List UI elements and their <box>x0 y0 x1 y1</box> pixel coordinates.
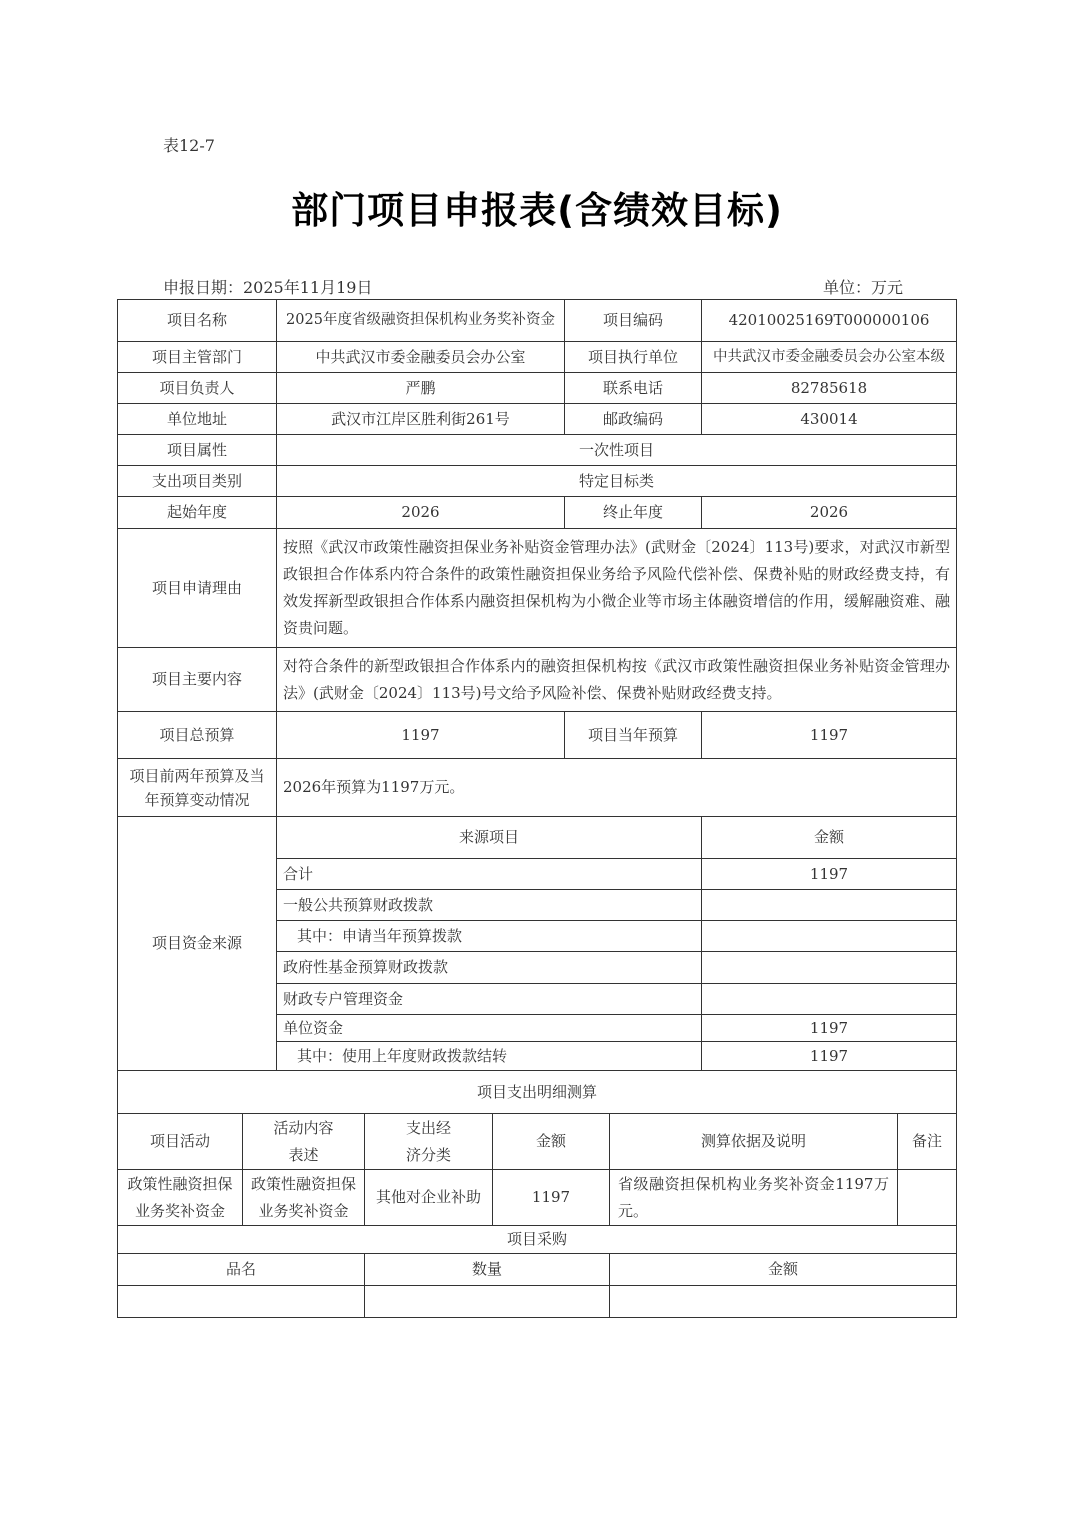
funding-row-name: 其中：使用上年度财政拨款结转 <box>276 1041 702 1072</box>
funding-row-amount <box>701 889 957 921</box>
exp-header-amount: 金额 <box>492 1113 610 1170</box>
exp-header-basis: 测算依据及说明 <box>609 1113 898 1170</box>
funding-source-header: 来源项目 <box>276 816 702 859</box>
content-label: 项目主要内容 <box>117 647 277 712</box>
content-text: 对符合条件的新型政银担合作体系内的融资担保机构按《武汉市政策性融资担保业务补贴资金管理办法》(武财金〔2024〕113号)号文给予风险补偿、保费补贴财政经费支持。 <box>276 647 957 712</box>
start-year-label: 起始年度 <box>117 496 277 529</box>
address-value: 武汉市江岸区胜利街261号 <box>276 403 565 435</box>
postcode-value: 430014 <box>701 403 957 435</box>
project-name-label: 项目名称 <box>117 299 277 342</box>
table-number: 表12-7 <box>163 136 215 155</box>
exp-header-activity: 项目活动 <box>117 1113 243 1170</box>
address-label: 单位地址 <box>117 403 277 435</box>
proc-row-name <box>117 1285 365 1318</box>
funding-row-amount <box>701 951 957 984</box>
funding-amount-header: 金额 <box>701 816 957 859</box>
proc-row-quantity <box>364 1285 610 1318</box>
exp-header-economic-class: 支出经济分类 <box>364 1113 493 1170</box>
proc-row-amount <box>609 1285 957 1318</box>
funding-row-amount <box>701 920 957 952</box>
page-title: 部门项目申报表(含绩效目标) <box>291 189 783 232</box>
proc-header-amount: 金额 <box>609 1253 957 1286</box>
exp-row-economic-class: 其他对企业补助 <box>364 1169 493 1226</box>
funding-row-name: 财政专户管理资金 <box>276 983 702 1015</box>
executing-unit-value: 中共武汉市委金融委员会办公室本级 <box>701 341 957 373</box>
funding-row-amount: 1197 <box>701 858 957 890</box>
total-budget-label: 项目总预算 <box>117 711 277 759</box>
expenditure-section-title: 项目支出明细测算 <box>117 1070 957 1114</box>
supervising-dept-label: 项目主管部门 <box>117 341 277 373</box>
exp-row-remark <box>897 1169 957 1226</box>
procurement-section-title: 项目采购 <box>117 1225 957 1254</box>
reason-label: 项目申请理由 <box>117 528 277 648</box>
funding-row-amount: 1197 <box>701 1014 957 1042</box>
executing-unit-label: 项目执行单位 <box>564 341 702 373</box>
funding-source-label: 项目资金来源 <box>117 816 277 1071</box>
exp-row-basis: 省级融资担保机构业务奖补资金1197万元。 <box>609 1169 898 1226</box>
end-year-value: 2026 <box>701 496 957 529</box>
project-application-table <box>117 299 957 1318</box>
funding-row-name: 政府性基金预算财政拨款 <box>276 951 702 984</box>
project-name-value: 2025年度省级融资担保机构业务奖补资金 <box>276 299 565 342</box>
proc-header-name: 品名 <box>117 1253 365 1286</box>
funding-row-amount: 1197 <box>701 1041 957 1072</box>
reason-text: 按照《武汉市政策性融资担保业务补贴资金管理办法》(武财金〔2024〕113号)要求，对武汉市新型政银担合作体系内符合条件的政策性融资担保业务给予风险代偿补偿、保费补贴的财政经费支持，有效发挥新型政银担合作体系内融资担保机构为小微企业等市场主体融资增信的作用，缓解融资难、融资贵问题。 <box>276 528 957 648</box>
exp-row-activity: 政策性融资担保业务奖补资金 <box>117 1169 243 1226</box>
person-in-charge-label: 项目负责人 <box>117 372 277 404</box>
postcode-label: 邮政编码 <box>564 403 702 435</box>
funding-row-name: 一般公共预算财政拨款 <box>276 889 702 921</box>
phone-value: 82785618 <box>701 372 957 404</box>
exp-row-amount: 1197 <box>492 1169 610 1226</box>
end-year-label: 终止年度 <box>564 496 702 529</box>
current-budget-label: 项目当年预算 <box>564 711 702 759</box>
start-year-value: 2026 <box>276 496 565 529</box>
exp-header-remark: 备注 <box>897 1113 957 1170</box>
person-in-charge-value: 严鹏 <box>276 372 565 404</box>
funding-row-amount <box>701 983 957 1015</box>
supervising-dept-value: 中共武汉市委金融委员会办公室 <box>276 341 565 373</box>
funding-row-name: 其中：申请当年预算拨款 <box>276 920 702 952</box>
funding-row-name: 合计 <box>276 858 702 890</box>
phone-label: 联系电话 <box>564 372 702 404</box>
category-label: 支出项目类别 <box>117 465 277 497</box>
report-date: 申报日期：2025年11月19日 <box>163 278 373 297</box>
proc-header-quantity: 数量 <box>364 1253 610 1286</box>
funding-row-name: 单位资金 <box>276 1014 702 1042</box>
exp-row-description: 政策性融资担保业务奖补资金 <box>242 1169 365 1226</box>
current-budget-value: 1197 <box>701 711 957 759</box>
project-code-value: 42010025169T000000106 <box>701 299 957 342</box>
currency-unit: 单位：万元 <box>823 278 904 297</box>
category-value: 特定目标类 <box>276 465 957 497</box>
budget-change-label: 项目前两年预算及当年预算变动情况 <box>117 758 277 817</box>
exp-header-description: 活动内容表述 <box>242 1113 365 1170</box>
attribute-value: 一次性项目 <box>276 434 957 466</box>
project-code-label: 项目编码 <box>564 299 702 342</box>
total-budget-value: 1197 <box>276 711 565 759</box>
attribute-label: 项目属性 <box>117 434 277 466</box>
budget-change-text: 2026年预算为1197万元。 <box>276 758 957 817</box>
